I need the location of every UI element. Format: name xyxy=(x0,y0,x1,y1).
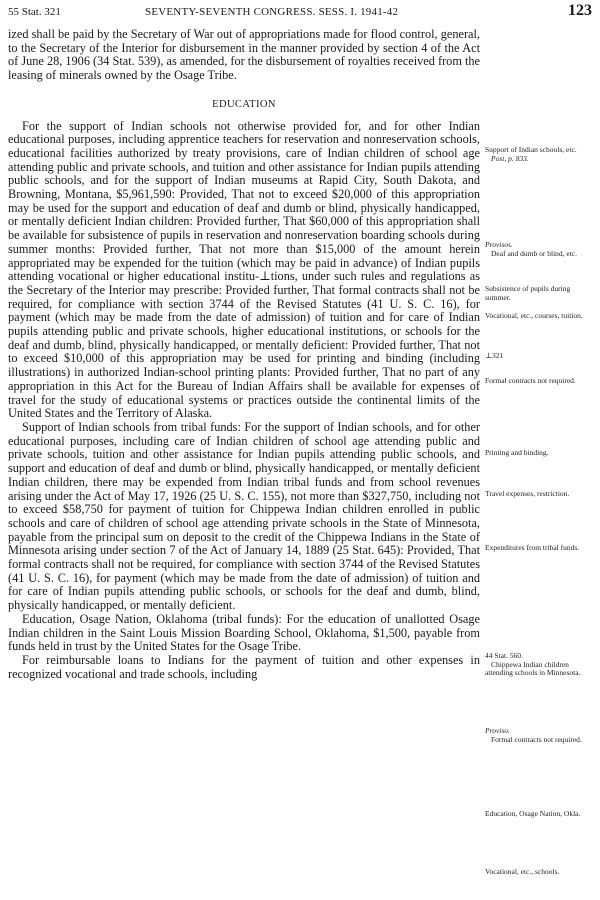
paragraph-continuation: ized shall be paid by the Secretary of War out of appropriations made for flood control, general, to the Secretary of the Interior for disbursement in the manner provided by section 4 of the Act of June 28, 1906 (34 Stat. 539), as amended, for the disbursement of royalties received from the leasing of minerals owned by the Osage Tribe. xyxy=(8,27,480,83)
margin-note: Subsistence of pupils during summer. xyxy=(485,284,571,302)
margin-note: Education, Osage Nation, Okla. xyxy=(485,809,581,818)
running-title: SEVENTY-SEVENTH CONGRESS. SESS. I. 1941-42 xyxy=(145,6,399,18)
margin-note: Vocational, etc., courses, tuition. xyxy=(485,311,583,320)
margin-note: Expenditures from tribal funds. xyxy=(485,543,580,552)
margin-note: Travel expenses, restriction. xyxy=(485,489,570,498)
margin-note: ⊥321 xyxy=(485,351,504,360)
paragraph-reimbursable-loans: For reimbursable loans to Indians for the payment of tuition and other expenses in recognized vocational and trade schools, including xyxy=(8,652,480,681)
main-text xyxy=(8,28,480,681)
statute-citation: 55 Stat. 321 xyxy=(8,6,61,18)
margin-note: Provisos. Deaf and dumb or blind, etc. xyxy=(485,240,578,258)
margin-note: Formal contracts not required. xyxy=(485,376,576,385)
margin-notes xyxy=(485,0,589,900)
paragraph-osage-education: Education, Osage Nation, Oklahoma (tribal funds): For the education of unallotted Osage Indian children in the Saint Louis Mission Boarding School, Oklahoma, $1,500, payable from funds held in trust by the United States for the Osage Tribe. xyxy=(8,611,480,654)
margin-note: Vocational, etc., schools. xyxy=(485,867,560,876)
margin-note: Printing and binding. xyxy=(485,448,549,457)
margin-note: Proviso. Formal contracts not required. xyxy=(485,726,582,744)
margin-note: 44 Stat. 560. Chippewa Indian children attending schools in Minnesota. xyxy=(485,651,581,678)
section-heading: EDUCATION xyxy=(212,98,276,110)
paragraph-tribal-funds: Support of Indian schools from tribal funds: For the support of Indian schools, and for other educational purposes, including care of Indian children of school age attending public and private schools, tuition and other assistance for Indian pupils attending public schools, and support and education of deaf and dumb or blind, physically handicapped, or mentally deficient Indian children, there may be expended from Indian tribal funds and from school revenues arising under the Act of May 17, 1926 (25 U. S. C. 155), not more than $327,750, including not to exceed $58,750 for payment of tuition for Chippewa Indian children enrolled in public schools and care of children of school age attending private schools in the State of Minnesota, payable from the principal sum on deposit to the credit of the Chippewa Indians in the State of Minnesota arising under section 7 of the Act of January 14, 1889 (25 Stat. 645): Provided, That formal contracts shall not be required, for compliance with section 3744 of the Revised Statutes (41 U. S. C. 16), for payment (which may be made from the date of admission) of tuition and for care of Indian pupils attending public schools, or schools for the deaf and dumb, blind, physically handicapped, or mentally deficient. xyxy=(8,419,480,613)
margin-note: Support of Indian schools, etc. Post, p. 833. xyxy=(485,145,577,163)
page-number: 123 xyxy=(568,2,592,19)
paragraph-support-indian-schools: For the support of Indian schools not otherwise provided for, and for other Indian educational purposes, including apprentice teachers for reservation and nonreservation schools, educational facilities authorized by treaty provisions, care of Indian children of school age attending public and private schools, and tuition and other assistance for Indian pupils attending public schools, and for the support of Indian museums at Rapid City, South Dakota, and Browning, Montana, $5,961,590: Provided, That not to exceed $20,000 of this appropriation may be used for the support and education of deaf and dumb or blind, physically handicapped, or mentally deficient Indian children: Provided further, That $60,000 of this appropriation shall be available for subsistence of pupils in reservation and nonreservation boarding schools during summer months: Provided further, That not more than $15,000 of the amount herein appropriated may be expended for the tuition (which may be paid in advance) of Indian pupils attending vocational or higher educational institu-⊥tions, under such rules and regulations as the Secretary of the Interior may prescribe: Provided further, That formal contracts shall not be required, for compliance with section 3744 of the Revised Statutes (41 U. S. C. 16), for payment (which may be made from the date of admission) of tuition and for care of Indian pupils attending public and private schools, higher educational institutions, or schools for the deaf and dumb, blind, physically handicapped, or mentally deficient: Provided further, That not to exceed $10,000 of this appropriation may be used for printing and binding (including illustrations) in authorized Indian-school printing plants: Provided further, That no part of any appropriation in this Act for the Bureau of Indian Affairs shall be available for expenses of travel for the study of educational systems or practices outside the continental limits of the United States and the Territory of Alaska. xyxy=(8,118,480,421)
